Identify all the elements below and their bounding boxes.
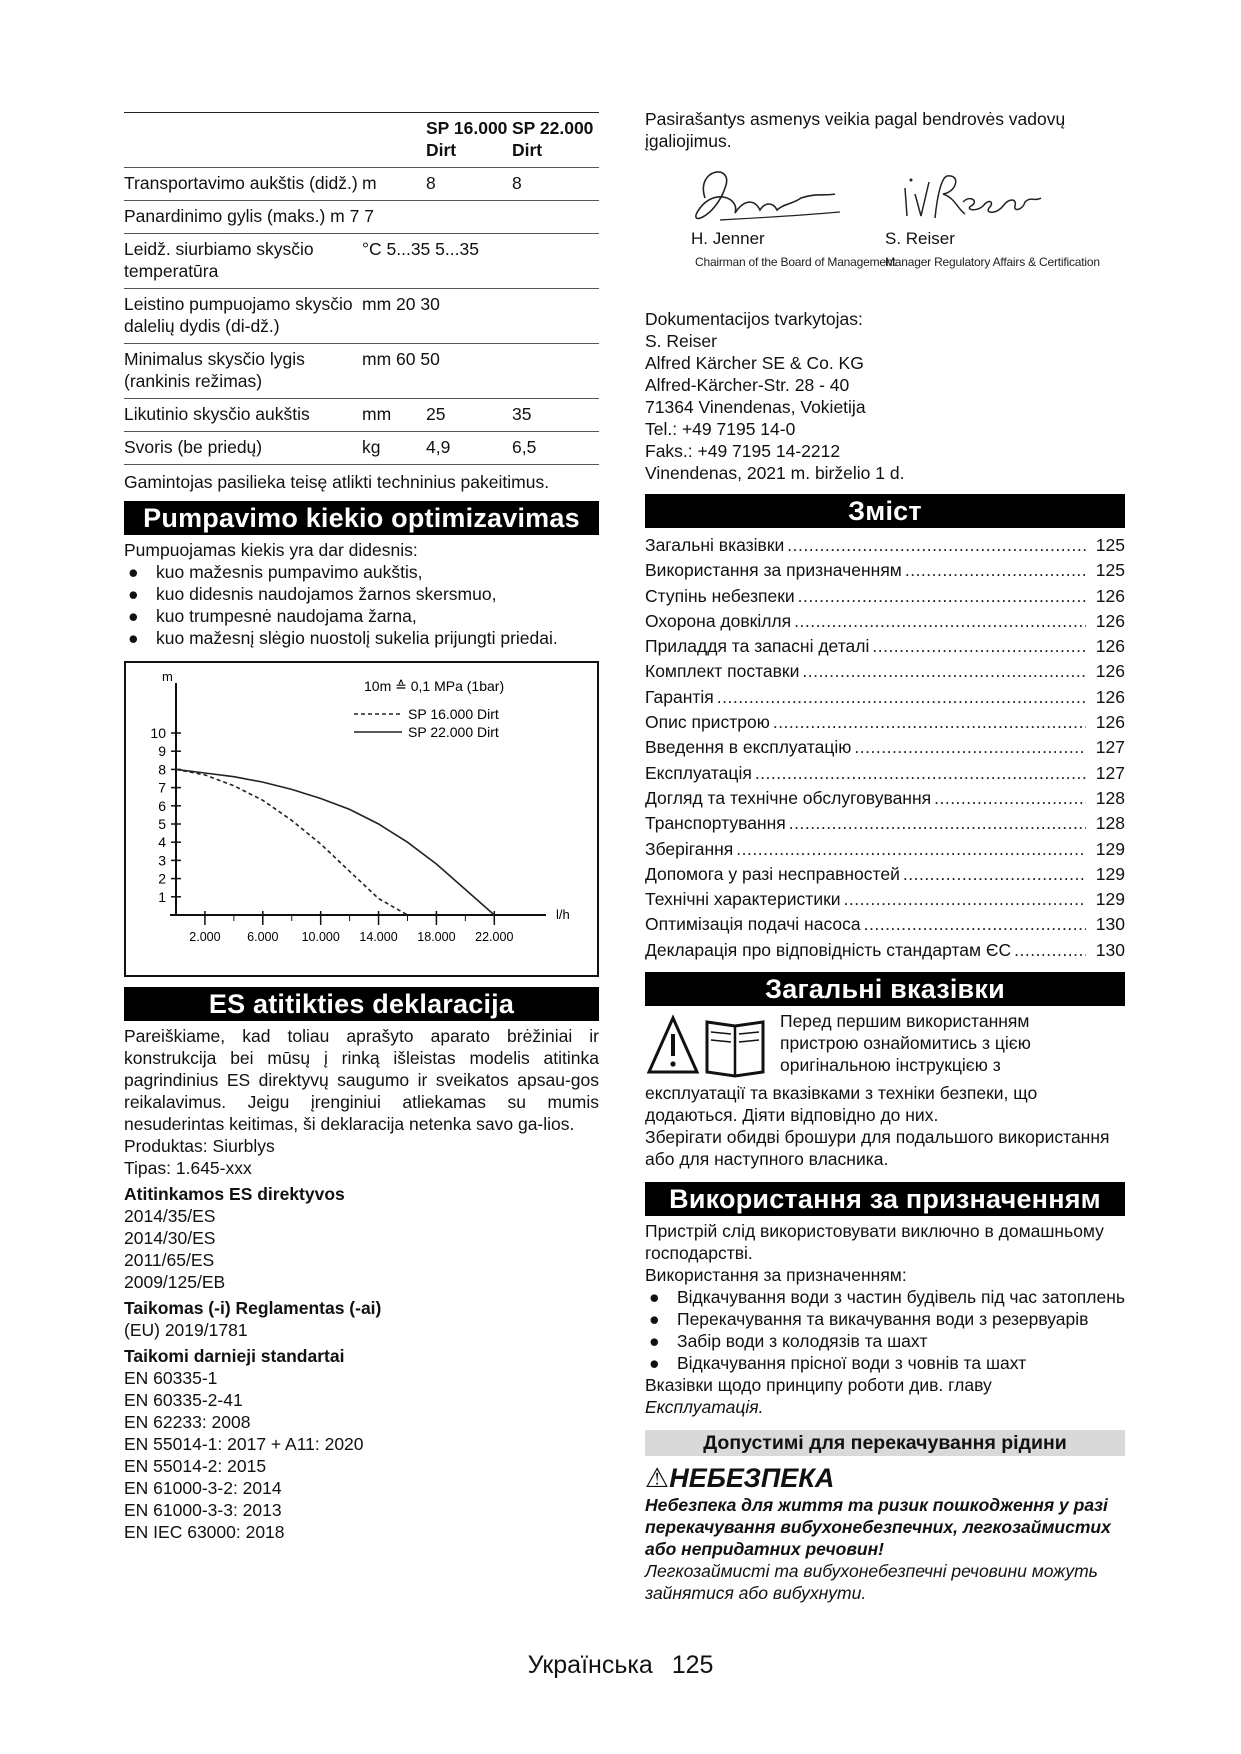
tech-change-note: Gamintojas pasilieka teisę atlikti techninius pakeitimus. [124, 472, 550, 492]
icon-text-line: Перед першим використанням [780, 1011, 1030, 1032]
toc-item[interactable] [645, 585, 1125, 610]
toc-item-page: 126 [1095, 686, 1125, 707]
y-tick-label: 2 [158, 870, 166, 887]
jenner-signature-graphic [665, 158, 865, 238]
toc-item-page: 126 [1095, 610, 1125, 631]
regulation-item: (EU) 2019/1781 [124, 1320, 248, 1340]
x-axis-label: l/h [556, 907, 570, 922]
warning-manual-icon [645, 1010, 775, 1082]
toc-item-label: Допомога у разі несправностей [645, 863, 900, 884]
footer-language: Українська [527, 1651, 653, 1679]
toc-item-page: 126 [1095, 712, 1125, 733]
toc-item-label: Транспортування [645, 813, 786, 834]
toc-leader [903, 863, 1086, 885]
x-tick-label: 6.000 [247, 930, 279, 944]
spec-label: Leidž. siurbiamo skysčio temperatūra [124, 234, 362, 289]
spec-label: Minimalus skysčio lygis (rankinis režimas) [124, 344, 362, 399]
toc-item[interactable] [645, 838, 1125, 863]
toc-leader [717, 686, 1086, 708]
signer-role-1: Chairman of the Board of Management [695, 255, 896, 269]
contact-line: Tel.: +49 7195 14-0 [645, 419, 796, 439]
series-line-2 [176, 769, 494, 915]
toc-item-label: Оптимізація подачі насоса [645, 914, 861, 935]
signer-name-2: S. Reiser [885, 229, 955, 248]
usage-p3-link: Експлуатація. [645, 1397, 764, 1418]
toc-leader [789, 812, 1086, 834]
spec-value-sp22: 8 [512, 168, 599, 201]
toc-leader [736, 838, 1086, 860]
signature-reiser [885, 158, 1125, 269]
toc-item-label: Охорона довкілля [645, 610, 792, 631]
toc-leader [854, 736, 1086, 758]
usage-p1: Пристрій слід використовувати виключно в домашньому господарстві. [645, 1221, 1104, 1264]
list-item [124, 583, 599, 605]
toc-item[interactable] [645, 610, 1125, 635]
signer-name-1: H. Jenner [691, 229, 765, 248]
right-column [645, 108, 1125, 1604]
list-item [124, 627, 599, 649]
list-item [645, 1286, 1125, 1308]
list-item [645, 1308, 1125, 1330]
pump-section-title: Pumpavimo kiekio optimizavimas [124, 501, 599, 535]
toc-item-page: 128 [1095, 787, 1125, 808]
spec-value-sp22: 35 [512, 399, 599, 432]
standards-list [124, 1367, 599, 1543]
directive-item: 2014/30/ES [124, 1228, 216, 1248]
spec-row [124, 399, 599, 432]
spec-unit: mm [362, 399, 426, 432]
spec-row [124, 344, 599, 399]
spec-merged-cell: Panardinimo gylis (maks.) m 7 7 [124, 201, 599, 234]
page-footer [0, 1650, 1241, 1680]
x-tick-label: 22.000 [475, 930, 514, 944]
y-tick-label: 4 [158, 834, 166, 851]
toc-leader [773, 711, 1086, 733]
spec-row [124, 201, 599, 234]
toc-item[interactable] [645, 888, 1125, 913]
bullet-icon: ● [649, 1309, 660, 1330]
spec-value-sp16: 25 [426, 399, 512, 432]
spec-label: Transportavimo aukštis (didž.) [124, 168, 362, 201]
series-line-1 [176, 769, 408, 915]
toc-item[interactable] [645, 939, 1125, 964]
spec-unit: kg [362, 432, 426, 465]
usage-bullets [645, 1286, 1125, 1374]
pump-bullets [124, 561, 599, 649]
toc-item-label: Ступінь небезпеки [645, 585, 795, 606]
spec-unit: m [362, 168, 426, 201]
bullet-text: kuo didesnis naudojamos žarnos skersmuo, [156, 584, 497, 604]
bullet-text: Перекачування та викачування води з резервуарів [677, 1309, 1089, 1330]
signer-role-2: Manager Regulatory Affairs & Certification [885, 255, 1100, 269]
bullet-text: Відкачування води з частин будівель під час затоплень [677, 1287, 1126, 1308]
bullet-text: Відкачування прісної води з човнів та шахт [677, 1353, 1027, 1374]
toc-leader [844, 888, 1086, 910]
usage-p3: Вказівки щодо принципу роботи див. главу [645, 1375, 992, 1396]
toc-item[interactable] [645, 559, 1125, 584]
danger-text: Легкозаймисті та вибухонебезпечні речовини можуть зайнятися або вибухнути. [645, 1561, 1098, 1604]
contact-line: 71364 Vinendenas, Vokietija [645, 397, 866, 417]
standard-item: EN 61000-3-3: 2013 [124, 1500, 282, 1520]
bullet-icon: ● [128, 628, 139, 648]
y-tick-label: 5 [158, 816, 166, 832]
toc-item-page: 126 [1095, 661, 1125, 682]
toc-leader [794, 610, 1086, 632]
regulations-title: Taikomas (-i) Reglamentas (-ai) [124, 1298, 382, 1318]
legend-label-2: SP 22.000 Dirt [408, 724, 499, 740]
toc-leader [787, 534, 1086, 556]
toc-item-page: 125 [1095, 560, 1125, 581]
list-item [124, 605, 599, 627]
contact-line: Dokumentacijos tvarkytojas: [645, 309, 863, 329]
toc-item[interactable] [645, 534, 1125, 559]
toc-leader [802, 660, 1086, 682]
toc-item-label: Опис пристрою [645, 712, 770, 733]
toc-item[interactable] [645, 736, 1125, 761]
toc-item-label: Технічні характеристики [645, 889, 841, 910]
general-body-2: Зберігати обидві брошури для подальшого використання або для наступного власника. [645, 1127, 1110, 1170]
contact-line: Faks.: +49 7195 14-2212 [645, 441, 841, 461]
reiser-signature-graphic [885, 158, 1105, 238]
es-type: Tipas: 1.645-xxx [124, 1158, 252, 1178]
danger-icon: ⚠ [645, 1463, 670, 1494]
regulations-list [124, 1319, 599, 1341]
toc-item-page: 126 [1095, 636, 1125, 657]
toc-leader [864, 913, 1086, 935]
toc-item[interactable] [645, 762, 1125, 787]
header-sp22: SP 22.000 Dirt [512, 113, 599, 168]
spec-value-sp16: 4,9 [426, 432, 512, 465]
x-tick-label: 2.000 [189, 930, 221, 944]
bullet-icon: ● [649, 1353, 660, 1374]
bullet-icon: ● [649, 1331, 660, 1352]
contact-line: Vinendenas, 2021 m. birželio 1 d. [645, 463, 905, 483]
toc-leader [905, 559, 1086, 581]
toc-item-label: Використання за призначенням [645, 560, 902, 581]
toc-item[interactable] [645, 787, 1125, 812]
standard-item: EN 61000-3-2: 2014 [124, 1478, 282, 1498]
y-tick-label: 9 [158, 743, 166, 760]
signature-jenner [665, 158, 896, 269]
directives-title: Atitinkamos ES direktyvos [124, 1184, 345, 1204]
toc-leader [872, 635, 1086, 657]
toc-item-page: 125 [1095, 535, 1125, 555]
toc-item-label: Комплект поставки [645, 661, 800, 682]
liquids-title: Допустимі для перекачування рідини [645, 1430, 1125, 1456]
toc-leader [755, 762, 1086, 784]
bullet-text: kuo mažesnį slėgio nuostolį sukelia prijungti priedai. [156, 628, 558, 648]
y-tick-label: 1 [158, 888, 166, 905]
es-section-title: ES atitikties deklaracija [124, 987, 599, 1021]
standards-title: Taikomi darnieji standartai [124, 1346, 345, 1366]
standard-item: EN 60335-2-41 [124, 1390, 243, 1410]
toc-item[interactable] [645, 711, 1125, 736]
toc-item-label: Експлуатація [645, 762, 752, 783]
list-item [645, 1330, 1125, 1352]
directives-list [124, 1205, 599, 1293]
bullet-icon: ● [128, 562, 139, 582]
directive-item: 2009/125/EB [124, 1272, 226, 1292]
general-title: Загальні вказівки [645, 972, 1125, 1006]
general-warning-block [645, 1010, 1125, 1082]
y-tick-label: 8 [158, 761, 166, 778]
toc-item-label: Гарантія [645, 686, 714, 707]
toc-item-page: 128 [1095, 813, 1125, 834]
general-body: експлуатації та вказівками з техніки безпеки, що додаються. Діяти відповідно до них. [645, 1083, 1038, 1126]
standard-item: EN 55014-1: 2017 + A11: 2020 [124, 1434, 364, 1454]
y-axis-label: m [162, 669, 173, 684]
spec-unit: mm 20 30 [362, 289, 599, 344]
spec-row [124, 234, 599, 289]
spec-label: Likutinio skysčio aukštis [124, 399, 362, 432]
toc-item-label: Приладдя та запасні деталі [645, 636, 870, 657]
toc-item-page: 129 [1095, 863, 1125, 884]
danger-heading [645, 1462, 1125, 1494]
standard-item: EN 55014-2: 2015 [124, 1456, 267, 1476]
toc-item-label: Введення в експлуатацію [645, 737, 852, 758]
footer-page-number: 125 [671, 1651, 714, 1679]
bullet-icon: ● [649, 1287, 660, 1308]
toc-item[interactable] [645, 812, 1125, 837]
spec-row [124, 168, 599, 201]
contact-line: Alfred-Kärcher-Str. 28 - 40 [645, 375, 850, 395]
standard-item: EN 62233: 2008 [124, 1412, 251, 1432]
toc-item-label: Загальні вказівки [645, 535, 785, 555]
spec-row [124, 432, 599, 465]
x-tick-label: 14.000 [359, 930, 398, 944]
spec-table-header [124, 113, 599, 168]
toc-leader [934, 787, 1086, 809]
left-column [124, 108, 599, 1543]
spec-value-sp16: 8 [426, 168, 512, 201]
bullet-text: Забір води з колодязів та шахт [677, 1331, 928, 1352]
toc-item-page: 129 [1095, 889, 1125, 910]
icon-text-line: пристрою ознайомитись з цією [780, 1033, 1031, 1054]
pump-intro: Pumpuojamas kiekis yra dar didesnis: [124, 540, 418, 560]
chart-svg [126, 663, 597, 975]
toc-item-page: 130 [1095, 914, 1125, 935]
toc-leader [798, 585, 1086, 607]
x-tick-label: 18.000 [417, 930, 456, 944]
toc-item-label: Зберігання [645, 838, 734, 859]
usage-title: Використання за призначенням [645, 1182, 1125, 1216]
spec-unit: °C 5...35 5...35 [362, 234, 599, 289]
header-sp16: SP 16.000 Dirt [426, 113, 512, 168]
bullet-icon: ● [128, 584, 139, 604]
es-body: Pareiškiame, kad toliau aprašyto aparato brėžiniai ir konstrukcija bei mūsų į rinką išleistas modelis atitinka pagrindinius ES direktyvų saugumo ir sveikatos apsau-gos reikalavimus. Jeigu įrenginiui atliekamas su mumis nesuderintas keitimas, ši deklaracija netenka savo ga-lios. [124, 1026, 599, 1134]
y-tick-label: 10 [150, 725, 166, 741]
toc-title: Зміст [645, 494, 1125, 528]
directive-item: 2011/65/ES [124, 1250, 215, 1270]
toc-item[interactable] [645, 686, 1125, 711]
toc-item[interactable] [645, 660, 1125, 685]
danger-title: НЕБЕЗПЕКА [669, 1463, 835, 1494]
table-of-contents [645, 534, 1125, 964]
toc-item-label: Декларація про відповідність стандартам ЄС [645, 939, 1012, 960]
toc-item-page: 127 [1095, 737, 1125, 758]
toc-item-page: 126 [1095, 585, 1125, 606]
standard-item: EN 60335-1 [124, 1368, 218, 1388]
toc-item-label: Догляд та технічне обслуговування [645, 787, 932, 808]
signatures [645, 158, 1125, 308]
toc-item[interactable] [645, 863, 1125, 888]
toc-leader [1014, 939, 1086, 961]
standard-item: EN IEC 63000: 2018 [124, 1522, 285, 1542]
y-tick-label: 6 [158, 797, 166, 814]
bullet-text: kuo mažesnis pumpavimo aukštis, [156, 562, 423, 582]
spec-label: Svoris (be priedų) [124, 432, 362, 465]
y-tick-label: 3 [158, 852, 166, 869]
toc-item-page: 130 [1095, 939, 1125, 960]
usage-p2: Використання за призначенням: [645, 1265, 907, 1286]
list-item [645, 1352, 1125, 1374]
spec-value-sp22: 6,5 [512, 432, 599, 465]
signatories-intro: Pasirašantys asmenys veikia pagal bendrovės vadovų įgaliojimus. [645, 109, 1066, 151]
spec-row [124, 289, 599, 344]
spec-table [124, 112, 599, 465]
bullet-icon: ● [128, 606, 139, 626]
icon-text-line: оригінальною інструкцією з [780, 1055, 1001, 1076]
list-item [124, 561, 599, 583]
contact-line: S. Reiser [645, 331, 717, 351]
y-tick-label: 7 [158, 779, 166, 796]
toc-item[interactable] [645, 635, 1125, 660]
toc-item-page: 127 [1095, 762, 1125, 783]
toc-item-page: 129 [1095, 838, 1125, 859]
bullet-text: kuo trumpesnė naudojama žarna, [156, 606, 417, 626]
chart-annotation: 10m ≙ 0,1 MPa (1bar) [364, 678, 505, 694]
directive-item: 2014/35/ES [124, 1206, 216, 1226]
contact-line: Alfred Kärcher SE & Co. KG [645, 353, 864, 373]
legend-label-1: SP 16.000 Dirt [408, 706, 499, 722]
toc-item[interactable] [645, 913, 1125, 938]
spec-label: Leistino pumpuojamo skysčio dalelių dydis (di-dž.) [124, 289, 362, 344]
pump-chart [124, 661, 599, 977]
x-tick-label: 10.000 [301, 930, 340, 944]
es-product: Produktas: Siurblys [124, 1136, 275, 1156]
documentation-contact [645, 308, 1125, 484]
danger-bold-text: Небезпека для життя та ризик пошкодження у разі перекачування вибухонебезпечних, легкозаймистих або непридатних речовин! [645, 1495, 1111, 1560]
spec-unit: mm 60 50 [362, 344, 599, 399]
